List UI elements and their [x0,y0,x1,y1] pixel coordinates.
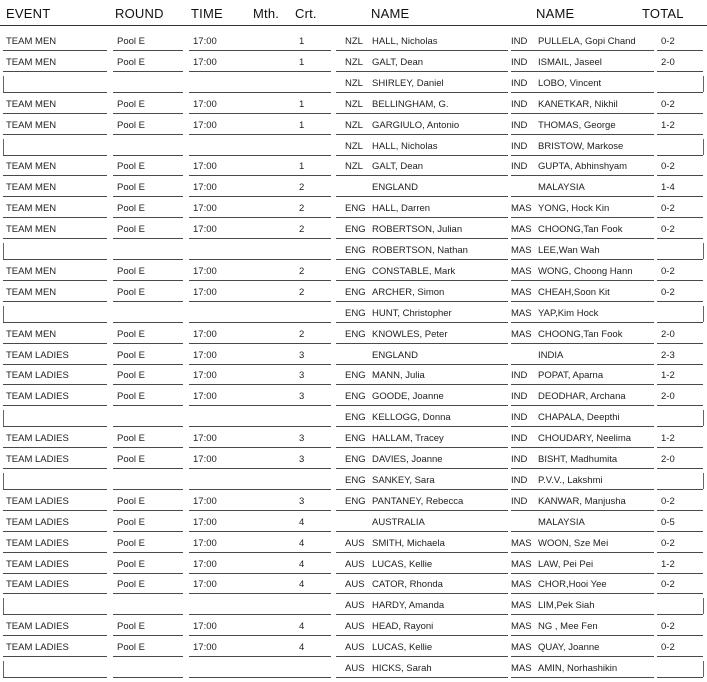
player-1-cell: HUNT, Christopher [372,307,452,319]
table-row [0,344,707,365]
total-cell: 0-2 [661,224,675,236]
player-2-cell: ISMAIL, Jaseel [538,56,602,68]
player-1-cell: HALL, Nicholas [372,36,438,47]
player-2-cell: BISHT, Madhumita [538,454,618,465]
time-cell: 17:00 [193,328,217,340]
row-border-right [703,306,704,322]
table-row [0,197,707,218]
time-cell: 17:00 [193,579,217,591]
player-1-cell: HALL, Nicholas [372,140,438,152]
court-cell: 4 [299,642,305,654]
event-cell: TEAM LADIES [6,391,69,403]
row-border-right [703,661,704,677]
player-2-cell: WOON, Sze Mei [538,537,609,549]
player-1-cell: KNOWLES, Peter [372,328,448,340]
row-border-left [3,243,4,259]
country-2-cell: IND [511,98,528,110]
player-2-cell: DEODHAR, Archana [538,391,626,403]
player-1-cell: PANTANEY, Rebecca [372,495,464,507]
row-border-left [3,473,4,489]
total-cell: 1-4 [661,182,675,194]
row-border-right [703,598,704,614]
player-2-cell: CHOONG,Tan Fook [538,328,623,340]
round-cell: Pool E [117,56,145,68]
country-1-cell: ENG [345,495,366,507]
player-1-cell: ROBERTSON, Julian [372,224,463,236]
total-cell: 0-2 [661,286,675,298]
table-row [0,553,707,574]
court-cell: 3 [299,349,305,361]
header-time: TIME [191,6,223,21]
event-cell: TEAM MEN [6,265,57,277]
table-row [0,218,707,239]
player-2-cell: INDIA [538,349,564,361]
row-border-left [3,410,4,426]
court-cell: 1 [299,98,305,110]
player-1-cell: KELLOGG, Donna [372,412,451,424]
player-1-cell: GALT, Dean [372,161,424,173]
court-cell: 4 [299,537,305,549]
total-cell: 2-0 [661,56,675,68]
country-2-cell: IND [511,140,528,152]
country-1-cell: AUS [345,642,365,654]
time-cell: 17:00 [193,433,217,445]
event-cell: TEAM MEN [6,36,57,47]
player-1-cell: ARCHER, Simon [372,286,445,298]
court-cell: 2 [299,182,305,194]
time-cell: 17:00 [193,454,217,465]
player-2-cell: MALAYSIA [538,182,585,194]
row-border-left [3,306,4,322]
court-cell: 1 [299,161,305,173]
table-row [0,385,707,406]
total-cell: 0-2 [661,161,675,173]
player-2-cell: P.V.V., Lakshmi [538,474,603,486]
time-cell: 17:00 [193,265,217,277]
total-cell: 0-2 [661,579,675,591]
country-1-cell: ENG [345,307,366,319]
player-1-cell: SHIRLEY, Daniel [372,77,444,89]
table-row [0,364,707,385]
header-name-2: NAME [536,6,575,21]
table-row [0,239,707,260]
table-row [0,155,707,176]
court-cell: 3 [299,370,305,382]
event-cell: TEAM MEN [6,224,57,236]
court-cell: 1 [299,119,305,131]
time-cell: 17:00 [193,286,217,298]
round-cell: Pool E [117,328,145,340]
court-cell: 4 [299,621,305,633]
country-1-cell: ENG [345,224,366,236]
country-2-cell: MAS [511,265,532,277]
event-cell: TEAM MEN [6,119,57,131]
country-1-cell: ENG [345,454,366,465]
country-2-cell: IND [511,56,528,68]
country-2-cell: IND [511,454,528,465]
country-2-cell: IND [511,433,528,445]
event-cell: TEAM LADIES [6,349,69,361]
country-2-cell: IND [511,495,528,507]
time-cell: 17:00 [193,119,217,131]
total-cell: 2-0 [661,328,675,340]
header-crt: Crt. [295,6,317,21]
time-cell: 17:00 [193,349,217,361]
header-mth: Mth. [253,6,280,21]
player-1-cell: HARDY, Amanda [372,600,445,612]
table-row [0,302,707,323]
round-cell: Pool E [117,495,145,507]
table-row [0,657,707,678]
event-cell: TEAM MEN [6,98,57,110]
country-2-cell: MAS [511,537,532,549]
country-2-cell: IND [511,370,528,382]
court-cell: 4 [299,516,305,528]
time-cell: 17:00 [193,558,217,570]
time-cell: 17:00 [193,56,217,68]
country-1-cell: NZL [345,140,363,152]
court-cell: 2 [299,286,305,298]
country-2-cell: IND [511,119,528,131]
country-1-cell: ENG [345,370,366,382]
total-cell: 1-2 [661,370,675,382]
country-2-cell: MAS [511,642,532,654]
event-cell: TEAM LADIES [6,370,69,382]
row-rule [113,677,183,678]
round-cell: Pool E [117,516,145,528]
table-row [0,469,707,490]
table-row [0,72,707,93]
country-2-cell: MAS [511,245,532,256]
country-2-cell: MAS [511,600,532,612]
country-1-cell: ENG [345,265,366,277]
event-cell: TEAM LADIES [6,537,69,549]
player-1-cell: MANN, Julia [372,370,425,382]
country-2-cell: IND [511,474,528,486]
row-border-right [703,139,704,155]
player-1-cell: ENGLAND [372,182,418,194]
player-2-cell: LEE,Wan Wah [538,245,600,256]
total-cell: 1-2 [661,433,675,445]
player-2-cell: GUPTA, Abhinshyam [538,161,628,173]
event-cell: TEAM LADIES [6,495,69,507]
row-border-right [703,410,704,426]
time-cell: 17:00 [193,98,217,110]
player-1-cell: SANKEY, Sara [372,474,435,486]
table-row [0,427,707,448]
table-row [0,532,707,553]
country-2-cell: IND [511,161,528,173]
round-cell: Pool E [117,161,145,173]
court-cell: 3 [299,433,305,445]
table-row [0,615,707,636]
player-2-cell: CHEAH,Soon Kit [538,286,610,298]
time-cell: 17:00 [193,516,217,528]
country-1-cell: AUS [345,621,365,633]
country-1-cell: ENG [345,391,366,403]
player-2-cell: QUAY, Joanne [538,642,600,654]
table-row [0,511,707,532]
round-cell: Pool E [117,621,145,633]
player-1-cell: LUCAS, Kellie [372,558,433,570]
court-cell: 2 [299,224,305,236]
event-cell: TEAM LADIES [6,433,69,445]
round-cell: Pool E [117,537,145,549]
country-1-cell: AUS [345,558,365,570]
event-cell: TEAM MEN [6,286,57,298]
court-cell: 2 [299,328,305,340]
country-1-cell: NZL [345,98,363,110]
time-cell: 17:00 [193,495,217,507]
time-cell: 17:00 [193,621,217,633]
player-1-cell: HALL, Darren [372,203,431,215]
round-cell: Pool E [117,203,145,215]
country-1-cell: ENG [345,474,366,486]
player-2-cell: POPAT, Aparna [538,370,604,382]
country-1-cell: AUS [345,537,365,549]
round-cell: Pool E [117,119,145,131]
event-cell: TEAM MEN [6,182,57,194]
time-cell: 17:00 [193,182,217,194]
table-row [0,594,707,615]
court-cell: 2 [299,203,305,215]
event-cell: TEAM LADIES [6,454,69,465]
table-row [0,406,707,427]
player-2-cell: WONG, Choong Hann [538,265,633,277]
table-row [0,448,707,469]
player-2-cell: MALAYSIA [538,516,585,528]
player-1-cell: HALLAM, Tracey [372,433,444,445]
player-2-cell: KANWAR, Manjusha [538,495,626,507]
table-row [0,30,707,51]
header-event: EVENT [6,6,51,21]
country-1-cell: AUS [345,663,365,674]
country-1-cell: NZL [345,77,363,89]
event-cell: TEAM LADIES [6,516,69,528]
player-2-cell: CHOONG,Tan Fook [538,224,623,236]
player-2-cell: AMIN, Norhashikin [538,663,618,674]
event-cell: TEAM MEN [6,328,57,340]
round-cell: Pool E [117,286,145,298]
table-row [0,114,707,135]
player-1-cell: LUCAS, Kellie [372,642,433,654]
country-2-cell: IND [511,412,528,424]
country-1-cell: NZL [345,119,363,131]
row-border-left [3,661,4,677]
player-1-cell: DAVIES, Joanne [372,454,443,465]
time-cell: 17:00 [193,370,217,382]
court-cell: 3 [299,391,305,403]
player-1-cell: BELLINGHAM, G. [372,98,449,110]
time-cell: 17:00 [193,224,217,236]
player-1-cell: CATOR, Rhonda [372,579,443,591]
total-cell: 1-2 [661,558,675,570]
table-row [0,51,707,72]
player-1-cell: HEAD, Rayoni [372,621,434,633]
round-cell: Pool E [117,454,145,465]
event-cell: TEAM MEN [6,161,57,173]
row-border-right [703,473,704,489]
row-border-left [3,598,4,614]
table-row [0,176,707,197]
row-rule [3,677,107,678]
country-1-cell: AUS [345,579,365,591]
total-cell: 0-2 [661,495,675,507]
event-cell: TEAM LADIES [6,558,69,570]
player-2-cell: CHOUDARY, Neelima [538,433,632,445]
player-2-cell: BRISTOW, Markose [538,140,624,152]
total-cell: 0-2 [661,36,675,47]
country-2-cell: MAS [511,579,532,591]
country-2-cell: IND [511,36,528,47]
court-cell: 2 [299,265,305,277]
event-cell: TEAM MEN [6,56,57,68]
player-2-cell: LOBO, Vincent [538,77,602,89]
player-2-cell: YONG, Hock Kin [538,203,610,215]
court-cell: 1 [299,56,305,68]
player-2-cell: LIM,Pek Siah [538,600,595,612]
court-cell: 4 [299,579,305,591]
round-cell: Pool E [117,224,145,236]
country-1-cell: NZL [345,36,363,47]
country-2-cell: MAS [511,203,532,215]
time-cell: 17:00 [193,391,217,403]
player-1-cell: ENGLAND [372,349,418,361]
round-cell: Pool E [117,558,145,570]
total-cell: 0-2 [661,203,675,215]
player-1-cell: ROBERTSON, Nathan [372,245,468,256]
country-1-cell: ENG [345,245,366,256]
row-border-left [3,76,4,92]
player-1-cell: HICKS, Sarah [372,663,432,674]
player-1-cell: SMITH, Michaela [372,537,445,549]
round-cell: Pool E [117,36,145,47]
event-cell: TEAM LADIES [6,621,69,633]
round-cell: Pool E [117,370,145,382]
table-row [0,323,707,344]
total-cell: 0-2 [661,537,675,549]
player-1-cell: GARGIULO, Antonio [372,119,460,131]
total-cell: 0-2 [661,98,675,110]
time-cell: 17:00 [193,161,217,173]
row-rule [189,677,331,678]
row-border-right [703,243,704,259]
table-row [0,573,707,594]
table-row [0,93,707,114]
court-cell: 3 [299,495,305,507]
country-2-cell: MAS [511,328,532,340]
time-cell: 17:00 [193,36,217,47]
round-cell: Pool E [117,391,145,403]
total-cell: 0-2 [661,642,675,654]
round-cell: Pool E [117,349,145,361]
player-2-cell: CHOR,Hooi Yee [538,579,607,591]
row-rule [511,677,654,678]
country-2-cell: MAS [511,286,532,298]
time-cell: 17:00 [193,537,217,549]
row-rule [657,677,703,678]
player-1-cell: GOODE, Joanne [372,391,444,403]
country-1-cell: NZL [345,161,363,173]
round-cell: Pool E [117,579,145,591]
table-row [0,135,707,156]
player-2-cell: NG , Mee Fen [538,621,598,633]
player-2-cell: THOMAS, George [538,119,616,131]
total-cell: 2-0 [661,391,675,403]
country-2-cell: MAS [511,663,532,674]
court-cell: 1 [299,36,305,47]
total-cell: 2-0 [661,454,675,465]
court-cell: 3 [299,454,305,465]
header-name-1: NAME [371,6,410,21]
row-rule [336,677,508,678]
player-1-cell: GALT, Dean [372,56,424,68]
table-row [0,260,707,281]
country-1-cell: ENG [345,286,366,298]
country-2-cell: MAS [511,558,532,570]
country-2-cell: MAS [511,307,532,319]
total-cell: 2-3 [661,349,675,361]
country-2-cell: IND [511,391,528,403]
row-border-right [703,76,704,92]
player-2-cell: KANETKAR, Nikhil [538,98,618,110]
player-2-cell: LAW, Pei Pei [538,558,594,570]
event-cell: TEAM LADIES [6,579,69,591]
header-divider [0,25,707,26]
country-1-cell: NZL [345,56,363,68]
country-1-cell: ENG [345,433,366,445]
country-1-cell: ENG [345,412,366,424]
header-round: ROUND [115,6,164,21]
time-cell: 17:00 [193,642,217,654]
table-row [0,281,707,302]
table-row [0,636,707,657]
round-cell: Pool E [117,182,145,194]
country-1-cell: ENG [345,203,366,215]
country-2-cell: MAS [511,621,532,633]
header-total: TOTAL [642,6,684,21]
player-2-cell: YAP,Kim Hock [538,307,599,319]
total-cell: 0-2 [661,621,675,633]
round-cell: Pool E [117,642,145,654]
row-border-left [3,139,4,155]
player-2-cell: CHAPALA, Deepthi [538,412,620,424]
country-2-cell: IND [511,77,528,89]
total-cell: 0-2 [661,265,675,277]
player-1-cell: AUSTRALIA [372,516,425,528]
player-1-cell: CONSTABLE, Mark [372,265,456,277]
round-cell: Pool E [117,265,145,277]
country-1-cell: AUS [345,600,365,612]
country-1-cell: ENG [345,328,366,340]
event-cell: TEAM LADIES [6,642,69,654]
total-cell: 1-2 [661,119,675,131]
event-cell: TEAM MEN [6,203,57,215]
time-cell: 17:00 [193,203,217,215]
total-cell: 0-5 [661,516,675,528]
round-cell: Pool E [117,433,145,445]
court-cell: 4 [299,558,305,570]
round-cell: Pool E [117,98,145,110]
table-row [0,490,707,511]
country-2-cell: MAS [511,224,532,236]
player-2-cell: PULLELA, Gopi Chand [538,36,636,47]
